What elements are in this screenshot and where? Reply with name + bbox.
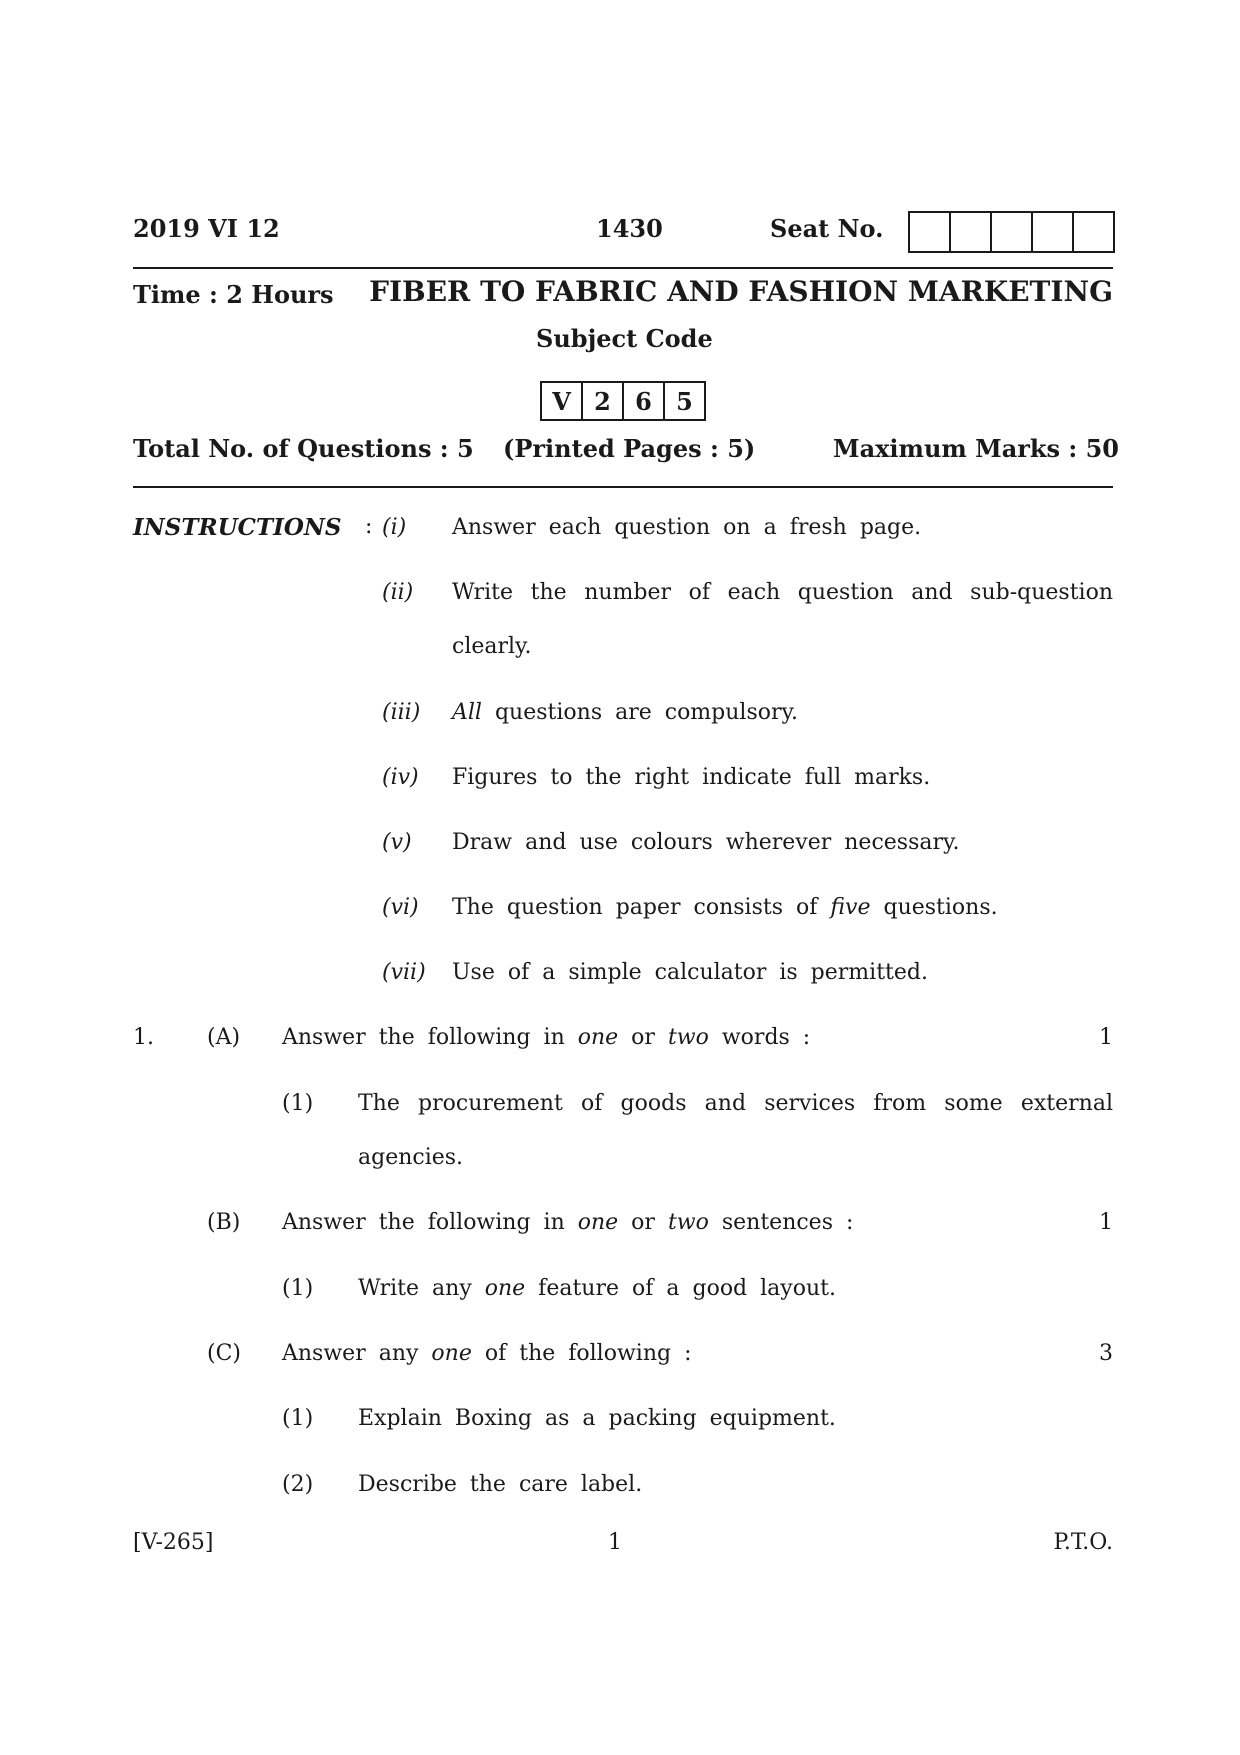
question-part-label: (A)	[207, 1025, 241, 1050]
sub-question-text: Explain Boxing as a packing equipment.	[358, 1406, 836, 1431]
total-questions: Total No. of Questions : 5	[133, 434, 474, 463]
instruction-number: (vii)	[382, 960, 426, 985]
seat-number-boxes[interactable]	[908, 211, 1115, 253]
sub-question-number: (1)	[282, 1276, 314, 1301]
sub-question-number: (2)	[282, 1472, 314, 1497]
instructions-label: INSTRUCTIONS	[133, 514, 342, 541]
subject-code-label: Subject Code	[536, 324, 713, 353]
sub-question-text: Write any one feature of a good layout.	[358, 1276, 836, 1301]
subject-code-digit: 5	[663, 383, 704, 419]
paper-title: FIBER TO FABRIC AND FASHION MARKETING	[369, 275, 1113, 308]
marks: 3	[1099, 1341, 1113, 1366]
sub-question-text: The procurement of goods and services from some external	[358, 1091, 1113, 1116]
instruction-text: Use of a simple calculator is permitted.	[452, 960, 928, 985]
marks: 1	[1099, 1210, 1113, 1235]
paper-number: 1430	[596, 214, 663, 243]
instruction-number: (iii)	[382, 700, 421, 725]
seat-box[interactable]	[910, 213, 949, 251]
question-part-label: (C)	[207, 1341, 241, 1366]
sub-question-number: (1)	[282, 1091, 314, 1116]
exam-duration: Time : 2 Hours	[133, 280, 334, 309]
instruction-text: Draw and use colours wherever necessary.	[452, 830, 960, 855]
question-part-label: (B)	[207, 1210, 241, 1235]
question-part-text: Answer the following in one or two words :	[282, 1025, 811, 1050]
instruction-number: (iv)	[382, 765, 419, 790]
instruction-number: (v)	[382, 830, 412, 855]
please-turn-over: P.T.O.	[1053, 1530, 1113, 1555]
header-divider	[133, 267, 1113, 269]
footer-paper-code: [V-265]	[133, 1530, 214, 1555]
seat-number-label: Seat No.	[770, 214, 884, 243]
maximum-marks: Maximum Marks : 50	[833, 434, 1120, 463]
sub-question-text-continued: agencies.	[358, 1145, 464, 1170]
subject-code-digit: V	[552, 386, 571, 416]
meta-divider	[133, 486, 1113, 488]
instruction-number: (i)	[382, 515, 407, 540]
question-number: 1.	[133, 1025, 154, 1050]
subject-code-digit: 6	[622, 383, 663, 419]
instruction-text: The question paper consists of five questions.	[452, 895, 998, 920]
question-part-text: Answer the following in one or two sentences :	[282, 1210, 854, 1235]
question-part-text: Answer any one of the following :	[282, 1341, 692, 1366]
sub-question-number: (1)	[282, 1406, 314, 1431]
instruction-text: Answer each question on a fresh page.	[452, 515, 922, 540]
instructions-separator: :	[365, 514, 373, 539]
subject-code-digit: 2	[581, 383, 622, 419]
instruction-number: (vi)	[382, 895, 419, 920]
marks: 1	[1099, 1025, 1113, 1050]
instruction-text: Figures to the right indicate full marks.	[452, 765, 931, 790]
instruction-text: Write the number of each question and sub-question	[452, 580, 1113, 605]
instruction-text: All questions are compulsory.	[452, 700, 799, 725]
subject-code-boxes	[540, 381, 706, 421]
seat-box[interactable]	[949, 213, 990, 251]
printed-pages: (Printed Pages : 5)	[503, 434, 756, 463]
instruction-text-continued: clearly.	[452, 634, 532, 659]
seat-box[interactable]	[990, 213, 1031, 251]
instruction-number: (ii)	[382, 580, 414, 605]
seat-box[interactable]	[1072, 213, 1113, 251]
page-number: 1	[608, 1530, 622, 1555]
paper-date-code: 2019 VI 12	[133, 214, 280, 243]
seat-box[interactable]	[1031, 213, 1072, 251]
sub-question-text: Describe the care label.	[358, 1472, 643, 1497]
